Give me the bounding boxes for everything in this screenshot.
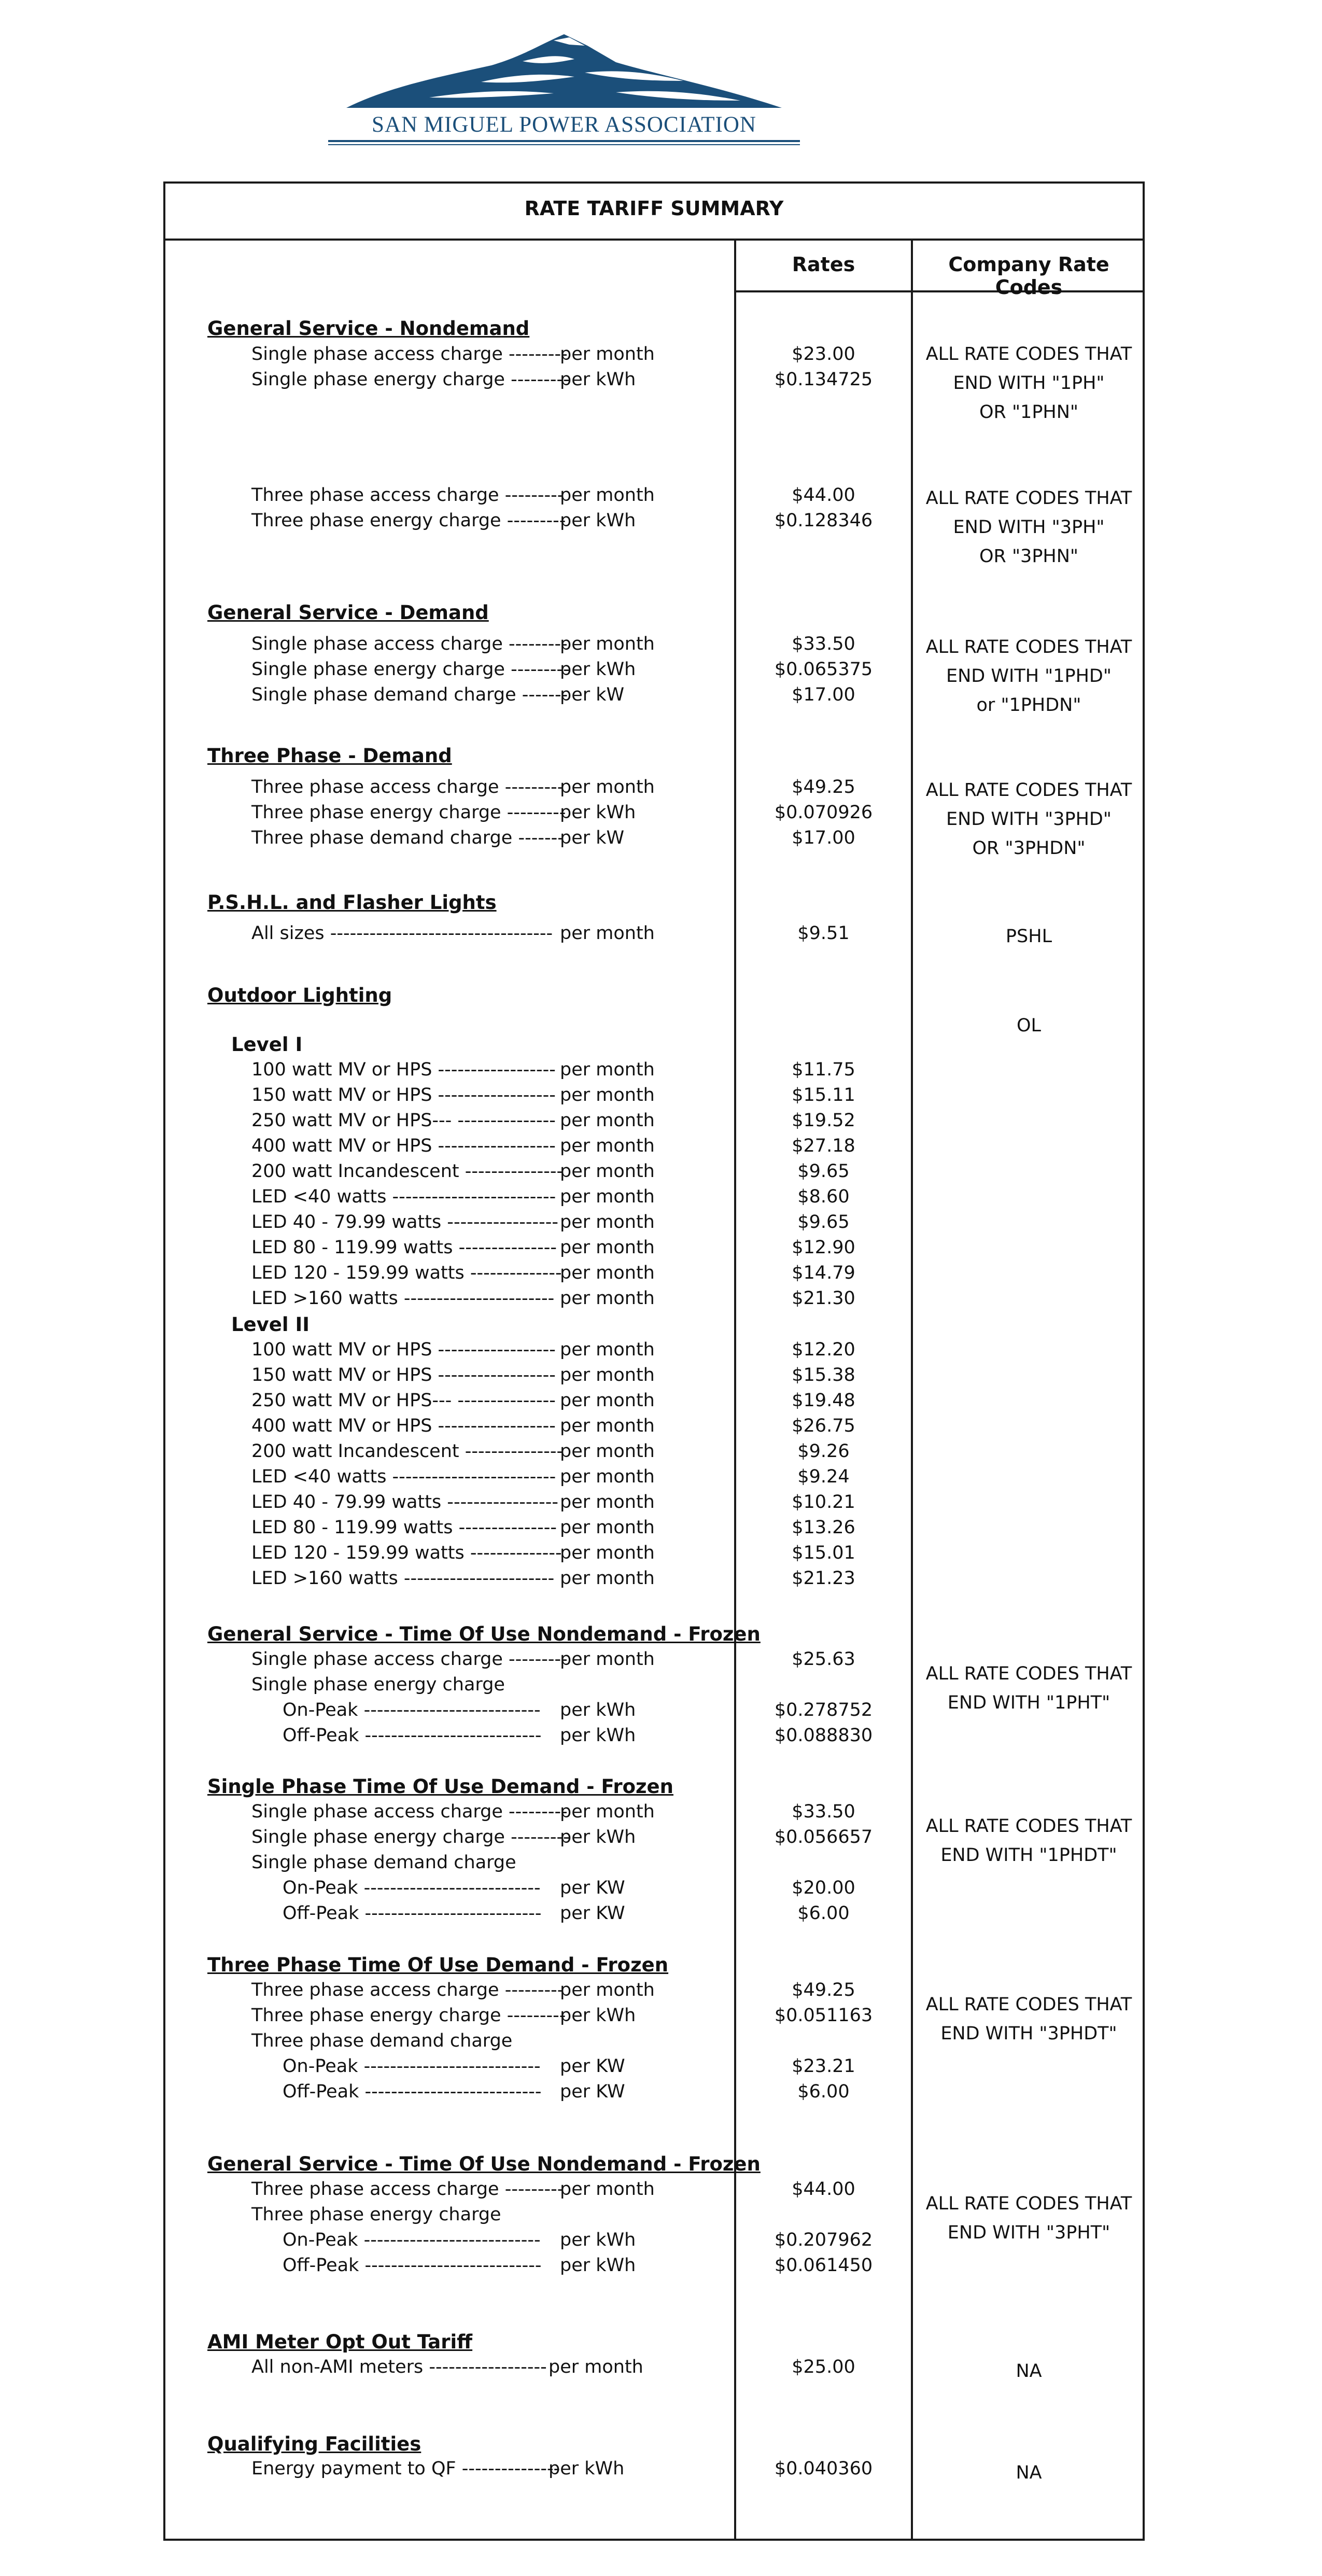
charge-unit: per month <box>560 1980 655 2000</box>
rate-code: NA <box>1016 2462 1042 2483</box>
section-title: Three Phase Time Of Use Demand - Frozen <box>207 1954 669 1976</box>
rate-value: $0.207962 <box>774 2230 873 2250</box>
charge-label: Three phase energy charge --------- <box>251 510 566 531</box>
charge-unit: per month <box>560 1186 655 1207</box>
section-title: P.S.H.L. and Flasher Lights <box>207 891 497 914</box>
charge-unit: per month <box>560 777 655 797</box>
charge-label: LED 120 - 159.99 watts -------------- <box>251 1263 562 1283</box>
rate-code: ALL RATE CODES THAT <box>925 1994 1132 2015</box>
charge-unit: per month <box>560 1801 655 1822</box>
charge-unit: per month <box>560 634 655 654</box>
organization-name: SAN MIGUEL POWER ASSOCIATION <box>372 113 756 137</box>
charge-label: Three phase energy charge --------- <box>251 802 566 823</box>
rate-value: $26.75 <box>792 1416 855 1436</box>
charge-unit: per kWh <box>560 1700 636 1720</box>
rate-value: $0.056657 <box>774 1827 873 1847</box>
charge-label: Single phase energy charge --------- <box>251 1827 570 1847</box>
charge-unit: per KW <box>560 1878 625 1898</box>
rate-value: $19.52 <box>792 1110 855 1131</box>
charge-unit: per kWh <box>560 2005 636 2026</box>
charge-label: On-Peak --------------------------- <box>283 1700 541 1720</box>
charge-label: Off-Peak --------------------------- <box>283 2255 542 2276</box>
charge-unit: per month <box>560 1237 655 1258</box>
rate-value: $44.00 <box>792 485 855 506</box>
tariff-row <box>0 2255 1322 2281</box>
rate-value: $6.00 <box>797 1903 850 1924</box>
section-title: AMI Meter Opt Out Tariff <box>207 2331 473 2353</box>
rate-value: $21.30 <box>792 1288 855 1309</box>
charge-unit: per kWh <box>560 659 636 680</box>
charge-unit: per month <box>560 1365 655 1385</box>
charge-label: Single phase energy charge <box>251 1674 505 1695</box>
charge-unit: per kWh <box>560 2230 636 2250</box>
rate-value: $23.00 <box>792 344 855 365</box>
charge-label: Three phase access charge --------- <box>251 777 564 797</box>
tariff-row <box>0 1085 1322 1111</box>
charge-unit: per month <box>560 1263 655 1283</box>
charge-unit: per kWh <box>560 369 636 390</box>
charge-label: Off-Peak --------------------------- <box>283 1903 542 1924</box>
charge-unit: per month <box>560 485 655 506</box>
rate-value: $10.21 <box>792 1492 855 1513</box>
charge-unit: per month <box>560 1492 655 1513</box>
charge-unit: per month <box>560 1649 655 1670</box>
charge-label: Three phase demand charge ------- <box>251 828 564 848</box>
charge-unit: per month <box>560 1161 655 1182</box>
charge-unit: per month <box>560 1136 655 1156</box>
tariff-row <box>0 1365 1322 1391</box>
tariff-row <box>0 1136 1322 1161</box>
section-title: Single Phase Time Of Use Demand - Frozen <box>207 1775 673 1798</box>
tariff-row <box>0 1878 1322 1903</box>
rate-code: END WITH "3PH" <box>953 517 1105 538</box>
title-divider <box>163 239 1145 241</box>
rate-code: ALL RATE CODES THAT <box>925 488 1132 509</box>
charge-unit: per month <box>560 1288 655 1309</box>
charge-label: Single phase energy charge --------- <box>251 659 570 680</box>
mountain-logo-icon <box>326 25 803 113</box>
charge-unit: per month <box>560 1416 655 1436</box>
lighting-level-heading: Level I <box>231 1033 303 1056</box>
rate-value: $49.25 <box>792 1980 855 2000</box>
rate-value: $0.070926 <box>774 802 873 823</box>
section-title: Three Phase - Demand <box>207 745 452 767</box>
charge-label: Single phase energy charge --------- <box>251 369 570 390</box>
tariff-row <box>0 1441 1322 1467</box>
charge-unit: per month <box>560 1059 655 1080</box>
tariff-row <box>0 1212 1322 1238</box>
charge-unit: per kW <box>560 828 625 848</box>
rate-value: $8.60 <box>797 1186 850 1207</box>
charge-label: On-Peak --------------------------- <box>283 1878 541 1898</box>
charge-unit: per month <box>560 1543 655 1563</box>
charge-label: 250 watt MV or HPS--- --------------- <box>251 1110 556 1131</box>
tariff-row <box>0 2056 1322 2082</box>
rate-value: $9.51 <box>797 923 850 944</box>
charge-unit: per kWh <box>560 510 636 531</box>
rate-value: $0.040360 <box>774 2458 873 2479</box>
rate-code: ALL RATE CODES THAT <box>925 1663 1132 1684</box>
charge-unit: per kWh <box>560 1827 636 1847</box>
rate-value: $12.20 <box>792 1339 855 1360</box>
section-title: Qualifying Facilities <box>207 2433 421 2455</box>
rate-value: $49.25 <box>792 777 855 797</box>
tariff-row <box>0 1903 1322 1929</box>
rate-code: END WITH "3PHT" <box>947 2222 1110 2243</box>
rates-column-header: Rates <box>792 253 855 276</box>
charge-label: Single phase access charge --------- <box>251 634 568 654</box>
lighting-level-heading: Level II <box>231 1313 310 1336</box>
rate-code: ALL RATE CODES THAT <box>925 1816 1132 1837</box>
rate-value: $0.128346 <box>774 510 873 531</box>
tariff-row <box>0 1492 1322 1518</box>
charge-label: Three phase energy charge --------- <box>251 2005 566 2026</box>
charge-label: 400 watt MV or HPS ------------------ <box>251 1136 556 1156</box>
charge-label: All sizes ---------------------------------- <box>251 923 553 944</box>
charge-label: LED <40 watts ------------------------- <box>251 1466 556 1487</box>
section-title: General Service - Nondemand <box>207 317 530 340</box>
tariff-row <box>0 1390 1322 1416</box>
rate-code: ALL RATE CODES THAT <box>925 344 1132 365</box>
charge-label: Single phase access charge --------- <box>251 1801 568 1822</box>
rate-value: $44.00 <box>792 2179 855 2200</box>
charge-label: LED 120 - 159.99 watts -------------- <box>251 1543 562 1563</box>
rate-code: or "1PHDN" <box>976 695 1081 716</box>
charge-label: 250 watt MV or HPS--- --------------- <box>251 1390 556 1411</box>
charge-unit: per kWh <box>560 1725 636 1746</box>
charge-label: 100 watt MV or HPS ------------------ <box>251 1339 556 1360</box>
tariff-row <box>0 1568 1322 1594</box>
codes-column-header: Company Rate Codes <box>948 253 1109 299</box>
section-title: Outdoor Lighting <box>207 984 392 1006</box>
rate-value: $0.065375 <box>774 659 873 680</box>
section-title: General Service - Time Of Use Nondemand - Frozen <box>207 2153 761 2175</box>
rate-value: $6.00 <box>797 2081 850 2102</box>
charge-label: On-Peak --------------------------- <box>283 2230 541 2250</box>
rate-value: $14.79 <box>792 1263 855 1283</box>
charge-unit: per month <box>560 1085 655 1105</box>
rate-value: $21.23 <box>792 1568 855 1589</box>
charge-unit: per month <box>560 1517 655 1538</box>
charge-unit: per month <box>560 2179 655 2200</box>
logo-underline <box>328 140 800 142</box>
charge-unit: per kW <box>560 684 625 705</box>
charge-unit: per month <box>560 344 655 365</box>
rate-value: $20.00 <box>792 1878 855 1898</box>
charge-label: 200 watt Incandescent --------------- <box>251 1161 564 1182</box>
rate-code: END WITH "1PH" <box>953 373 1105 394</box>
charge-label: All non-AMI meters ------------------ <box>251 2357 547 2377</box>
section-title: General Service - Time Of Use Nondemand - Frozen <box>207 1623 761 1645</box>
rate-code: OR "3PHN" <box>979 546 1079 567</box>
rate-value: $9.65 <box>797 1161 850 1182</box>
charge-label: On-Peak --------------------------- <box>283 2056 541 2077</box>
charge-label: 100 watt MV or HPS ------------------ <box>251 1059 556 1080</box>
rate-code: END WITH "1PHT" <box>947 1692 1110 1713</box>
rate-value: $17.00 <box>792 684 855 705</box>
charge-unit: per KW <box>560 2056 625 2077</box>
rate-value: $23.21 <box>792 2056 855 2077</box>
rate-code: END WITH "1PHD" <box>946 666 1112 687</box>
charge-unit: per month <box>560 923 655 944</box>
tariff-row <box>0 2081 1322 2107</box>
charge-unit: per KW <box>560 2081 625 2102</box>
charge-unit: per month <box>560 1339 655 1360</box>
tariff-row <box>0 1725 1322 1751</box>
charge-unit: per month <box>560 1110 655 1131</box>
charge-label: Three phase demand charge <box>251 2031 513 2051</box>
charge-label: Single phase demand charge <box>251 1852 516 1873</box>
rate-value: $33.50 <box>792 1801 855 1822</box>
rate-value: $15.01 <box>792 1543 855 1563</box>
rate-value: $0.051163 <box>774 2005 873 2026</box>
rate-value: $12.90 <box>792 1237 855 1258</box>
tariff-row <box>0 1416 1322 1441</box>
rate-code: OL <box>1016 1015 1042 1036</box>
charge-label: LED <40 watts ------------------------- <box>251 1186 556 1207</box>
charge-label: 150 watt MV or HPS ------------------ <box>251 1365 556 1385</box>
charge-label: LED 40 - 79.99 watts ----------------- <box>251 1492 559 1513</box>
rate-code: PSHL <box>1005 926 1052 947</box>
tariff-row <box>0 1517 1322 1543</box>
charge-unit: per KW <box>560 1903 625 1924</box>
charge-label: LED 40 - 79.99 watts ----------------- <box>251 1212 559 1233</box>
rate-value: $0.278752 <box>774 1700 873 1720</box>
charge-label: LED 80 - 119.99 watts --------------- <box>251 1237 557 1258</box>
rate-value: $15.38 <box>792 1365 855 1385</box>
charge-unit: per month <box>549 2357 643 2377</box>
tariff-row <box>0 1466 1322 1492</box>
rate-value: $13.26 <box>792 1517 855 1538</box>
rate-value: $11.75 <box>792 1059 855 1080</box>
rate-value: $9.65 <box>797 1212 850 1233</box>
rate-code: ALL RATE CODES THAT <box>925 637 1132 657</box>
rate-code: OR "3PHDN" <box>972 838 1086 859</box>
charge-unit: per month <box>560 1466 655 1487</box>
rate-code: ALL RATE CODES THAT <box>925 2193 1132 2214</box>
charge-unit: per kWh <box>560 802 636 823</box>
charge-label: Off-Peak --------------------------- <box>283 2081 542 2102</box>
rate-code: OR "1PHN" <box>979 402 1079 423</box>
charge-label: LED 80 - 119.99 watts --------------- <box>251 1517 557 1538</box>
rate-value: $9.26 <box>797 1441 850 1462</box>
rate-value: $25.00 <box>792 2357 855 2377</box>
charge-label: Three phase access charge --------- <box>251 1980 564 2000</box>
rate-value: $27.18 <box>792 1136 855 1156</box>
charge-unit: per month <box>560 1441 655 1462</box>
charge-label: 200 watt Incandescent --------------- <box>251 1441 564 1462</box>
charge-label: Single phase access charge --------- <box>251 1649 568 1670</box>
rate-value: $33.50 <box>792 634 855 654</box>
tariff-row <box>0 1237 1322 1263</box>
tariff-row <box>0 1263 1322 1289</box>
charge-unit: per kWh <box>549 2458 625 2479</box>
rate-code: END WITH "3PHD" <box>946 809 1112 830</box>
charge-label: Single phase demand charge ------- <box>251 684 568 705</box>
charge-label: LED >160 watts ----------------------- <box>251 1568 555 1589</box>
charge-unit: per kWh <box>560 2255 636 2276</box>
rate-code: END WITH "3PHDT" <box>940 2023 1117 2044</box>
rate-value: $19.48 <box>792 1390 855 1411</box>
charge-unit: per month <box>560 1212 655 1233</box>
tariff-row <box>0 1186 1322 1212</box>
tariff-row <box>0 1543 1322 1569</box>
charge-label: Energy payment to QF --------------- <box>251 2458 560 2479</box>
tariff-row <box>0 1059 1322 1085</box>
section-title: General Service - Demand <box>207 601 489 624</box>
tariff-row <box>0 1339 1322 1365</box>
logo-underline-thin <box>328 144 800 145</box>
document-title: RATE TARIFF SUMMARY <box>524 197 784 220</box>
rate-code: NA <box>1016 2361 1042 2382</box>
charge-label: Three phase energy charge <box>251 2204 501 2225</box>
charge-label: 150 watt MV or HPS ------------------ <box>251 1085 556 1105</box>
rate-value: $9.24 <box>797 1466 850 1487</box>
charge-label: Three phase access charge --------- <box>251 2179 564 2200</box>
rate-value: $0.088830 <box>774 1725 873 1746</box>
rate-value: $0.134725 <box>774 369 873 390</box>
charge-label: Three phase access charge --------- <box>251 485 564 506</box>
charge-label: Off-Peak --------------------------- <box>283 1725 542 1746</box>
charge-label: 400 watt MV or HPS ------------------ <box>251 1416 556 1436</box>
charge-unit: per month <box>560 1568 655 1589</box>
charge-unit: per month <box>560 1390 655 1411</box>
tariff-row <box>0 1288 1322 1314</box>
rate-value: $17.00 <box>792 828 855 848</box>
rate-code: END WITH "1PHDT" <box>940 1845 1117 1866</box>
rate-value: $0.061450 <box>774 2255 873 2276</box>
tariff-row <box>0 1161 1322 1187</box>
rate-code: ALL RATE CODES THAT <box>925 780 1132 801</box>
rate-value: $15.11 <box>792 1085 855 1105</box>
tariff-row <box>0 1110 1322 1136</box>
rate-value: $25.63 <box>792 1649 855 1670</box>
charge-label: Single phase access charge --------- <box>251 344 568 365</box>
company-logo <box>326 25 803 149</box>
charge-label: LED >160 watts ----------------------- <box>251 1288 555 1309</box>
